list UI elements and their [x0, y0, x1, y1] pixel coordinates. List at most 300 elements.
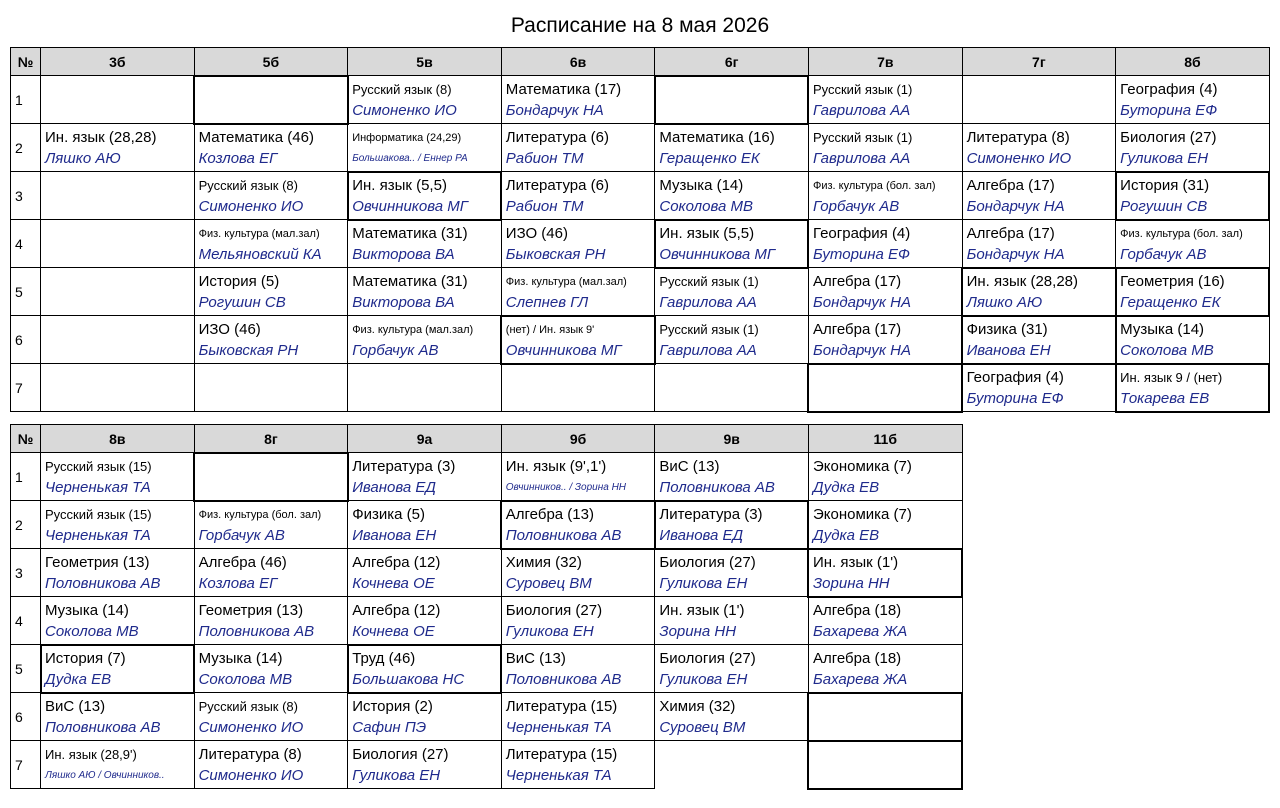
lesson-cell [808, 645, 962, 693]
subject-label: Химия (32) [505, 554, 582, 571]
teacher-label: Буторина ЕФ [1120, 102, 1218, 119]
lesson-cell [655, 268, 809, 316]
subject-label: Литература (8) [198, 746, 302, 763]
lesson-number: 3 [11, 172, 41, 220]
lesson-cell [348, 220, 502, 268]
teacher-label: Зорина НН [659, 623, 737, 640]
lesson-cell [41, 124, 195, 172]
lesson-cell [348, 76, 502, 124]
lesson-cell [41, 597, 195, 645]
subject-label: Химия (32) [659, 698, 736, 715]
header-num: № [11, 425, 41, 453]
lesson-row [11, 124, 1270, 172]
lesson-cell [655, 501, 809, 549]
lesson-row [11, 172, 1270, 220]
teacher-label: Соколова МВ [45, 623, 139, 640]
teacher-label: Половникова АВ [45, 575, 161, 592]
subject-label: Русский язык (1) [812, 130, 913, 145]
teacher-label: Гуликова ЕН [352, 767, 441, 784]
lesson-cell [348, 316, 502, 364]
class-header: 9в [655, 425, 809, 453]
teacher-label: Токарева ЕВ [1120, 390, 1210, 407]
lesson-cell [655, 453, 809, 501]
teacher-label: Рогушин СВ [1120, 198, 1208, 215]
teacher-label [813, 698, 958, 701]
teacher-label: Быковская РН [198, 342, 299, 359]
class-header: 9б [501, 425, 655, 453]
subject-label: Русский язык (1) [659, 322, 759, 337]
teacher-label: Рабион ТМ [505, 150, 584, 167]
class-header: 9а [348, 425, 502, 453]
teacher-label: Гуликова ЕН [1120, 150, 1209, 167]
teacher-label: Зорина НН [812, 575, 890, 592]
lesson-row [11, 645, 963, 693]
subject-label: Биология (27) [659, 650, 756, 667]
subject-label: Физ. культура (бол. зал) [1120, 228, 1243, 240]
subject-label: Русский язык (15) [45, 459, 152, 474]
lesson-row [11, 741, 963, 789]
teacher-label: Половникова АВ [505, 671, 622, 688]
teacher-label: Иванова ЕД [659, 527, 744, 544]
lesson-cell [655, 316, 809, 364]
teacher-label: Геращенко ЕК [659, 150, 760, 167]
subject-label: География (4) [1120, 81, 1218, 98]
teacher-label [45, 273, 190, 276]
class-header: 11б [808, 425, 962, 453]
subject-label: Ин. язык (28,28) [45, 129, 157, 146]
class-header: 6в [501, 48, 655, 76]
lesson-cell [348, 124, 502, 172]
teacher-label [45, 177, 190, 180]
subject-label: ВиС (13) [505, 650, 566, 667]
lesson-cell [1116, 220, 1270, 268]
teacher-label [199, 369, 344, 372]
lesson-cell [348, 549, 502, 597]
subject-label: Алгебра (13) [505, 506, 594, 523]
subject-label: Русский язык (1) [812, 82, 913, 97]
teacher-label: Бахарева ЖА [812, 671, 908, 688]
subject-label: Алгебра (17) [812, 273, 902, 290]
subject-label: Математика (31) [352, 225, 468, 242]
subject-label: Алгебра (12) [352, 554, 441, 571]
lesson-cell [1116, 172, 1270, 220]
lesson-cell [348, 453, 502, 501]
lesson-cell [655, 693, 809, 741]
lesson-cell [655, 549, 809, 597]
subject-label: Музыка (14) [45, 602, 129, 619]
teacher-label [659, 369, 804, 372]
teacher-label [45, 321, 190, 324]
subject-label: Биология (27) [352, 746, 449, 763]
lesson-cell [41, 549, 195, 597]
lesson-cell [194, 645, 348, 693]
class-header: 6г [655, 48, 809, 76]
lesson-cell [655, 220, 809, 268]
lesson-cell [1116, 124, 1270, 172]
subject-label: Физика (5) [352, 506, 425, 523]
teacher-label: Ляшко АЮ / Овчинников.. [45, 770, 165, 781]
lesson-cell [962, 76, 1116, 124]
teacher-label: Слепнев ГЛ [505, 294, 589, 311]
lesson-cell [41, 741, 195, 789]
teacher-label: Бондарчук НА [812, 294, 911, 311]
subject-label: Литература (8) [966, 129, 1070, 146]
teacher-label: Гаврилова АА [659, 342, 757, 359]
lesson-cell [962, 268, 1116, 316]
lesson-row [11, 220, 1270, 268]
lesson-cell [41, 76, 195, 124]
lesson-cell [41, 172, 195, 220]
teacher-label [45, 225, 190, 228]
subject-label: Математика (16) [659, 129, 775, 146]
subject-label: Музыка (14) [659, 177, 744, 194]
lesson-cell [194, 316, 348, 364]
lesson-cell [808, 549, 962, 597]
lesson-row [11, 268, 1270, 316]
lesson-cell [808, 316, 962, 364]
subject-label: История (7) [45, 650, 126, 667]
subject-label: Ин. язык (9',1') [505, 458, 607, 475]
teacher-label [967, 81, 1112, 84]
lesson-cell [655, 364, 809, 412]
teacher-label: Симоненко ИО [198, 198, 304, 215]
teacher-label: Иванова ЕН [352, 527, 437, 544]
subject-label: Геометрия (13) [198, 602, 304, 619]
lesson-cell [194, 693, 348, 741]
subject-label: Алгебра (17) [966, 225, 1055, 242]
lesson-cell [962, 316, 1116, 364]
subject-label: Алгебра (46) [198, 554, 287, 571]
teacher-label: Половникова АВ [198, 623, 315, 640]
page-title: Расписание на 8 мая 2026 [510, 14, 770, 37]
teacher-label: Дудка ЕВ [45, 671, 112, 688]
teacher-label: Большакова НС [352, 671, 465, 688]
teacher-label: Ляшко АЮ [966, 294, 1043, 311]
teacher-label: Рабион ТМ [505, 198, 584, 215]
class-header: 5в [348, 48, 502, 76]
lesson-row [11, 316, 1270, 364]
teacher-label [199, 81, 344, 84]
lesson-row [11, 453, 963, 501]
lesson-row [11, 501, 963, 549]
teacher-label [659, 81, 804, 84]
lesson-cell [348, 364, 502, 412]
lesson-cell [962, 364, 1116, 412]
subject-label: (нет) / Ин. язык 9' [505, 324, 595, 336]
lesson-number: 4 [11, 220, 41, 268]
lesson-row [11, 364, 1270, 412]
subject-label: ИЗО (46) [198, 321, 261, 338]
teacher-label: Горбачук АВ [812, 198, 900, 215]
teacher-label: Ляшко АЮ [45, 150, 121, 167]
subject-label: ВиС (13) [659, 458, 720, 475]
class-header: 8б [1116, 48, 1270, 76]
teacher-label: Гуликова ЕН [505, 623, 594, 640]
class-header: 3б [41, 48, 195, 76]
lesson-cell [655, 645, 809, 693]
subject-label: Ин. язык (5,5) [352, 177, 447, 194]
lesson-cell [1116, 316, 1270, 364]
subject-label: Труд (46) [352, 650, 416, 667]
subject-label: Литература (3) [659, 506, 763, 523]
lesson-cell [655, 172, 809, 220]
subject-label: Физ. культура (мал.зал) [352, 324, 474, 336]
teacher-label: Черненькая ТА [505, 719, 612, 736]
subject-label: Алгебра (17) [966, 177, 1055, 194]
teacher-label: Соколова МВ [198, 671, 293, 688]
lesson-number: 6 [11, 316, 41, 364]
teacher-label: Рогушин СВ [198, 294, 286, 311]
schedule-table-bottom [10, 424, 963, 789]
lesson-cell [808, 693, 962, 741]
teacher-label: Бондарчук НА [966, 246, 1065, 263]
teacher-label: Викторова ВА [352, 246, 455, 263]
lesson-number: 5 [11, 645, 41, 693]
lesson-row [11, 76, 1270, 124]
lesson-cell [41, 501, 195, 549]
lesson-cell [501, 124, 655, 172]
class-header: 8в [41, 425, 195, 453]
subject-label: Экономика (7) [812, 506, 912, 523]
lesson-cell [962, 124, 1116, 172]
subject-label: География (4) [966, 369, 1064, 386]
subject-label: Биология (27) [1120, 129, 1217, 146]
subject-label: Литература (6) [505, 129, 609, 146]
lesson-row [11, 597, 963, 645]
lesson-cell [41, 693, 195, 741]
subject-label: Литература (3) [352, 458, 456, 475]
teacher-label: Сафин ПЭ [352, 719, 427, 736]
class-header: 7в [808, 48, 962, 76]
lesson-cell [808, 268, 962, 316]
teacher-label: Соколова МВ [659, 198, 753, 215]
teacher-label: Черненькая ТА [505, 767, 612, 784]
lesson-cell [348, 501, 502, 549]
teacher-label: Козлова ЕГ [198, 150, 278, 167]
teacher-label: Дудка ЕВ [812, 479, 880, 496]
teacher-label: Буторина ЕФ [812, 246, 910, 263]
subject-label: Алгебра (12) [352, 602, 441, 619]
teacher-label: Кочнева ОЕ [352, 575, 435, 592]
lesson-row [11, 693, 963, 741]
teacher-label: Кочнева ОЕ [352, 623, 435, 640]
header-num: № [11, 48, 41, 76]
subject-label: Литература (15) [505, 698, 618, 715]
subject-label: История (5) [198, 273, 280, 290]
lesson-cell [41, 453, 195, 501]
teacher-label: Овчинникова МГ [352, 198, 468, 215]
lesson-cell [194, 453, 348, 501]
teacher-label: Быковская РН [505, 246, 606, 263]
subject-label: Литература (6) [505, 177, 609, 194]
subject-label: География (4) [812, 225, 911, 242]
teacher-label [352, 369, 497, 372]
teacher-label: Симоненко ИО [966, 150, 1072, 167]
lesson-cell [41, 316, 195, 364]
teacher-label [813, 369, 958, 372]
teacher-label [45, 369, 190, 372]
lesson-cell [501, 693, 655, 741]
teacher-label: Горбачук АВ [1120, 246, 1207, 263]
teacher-label: Викторова ВА [352, 294, 455, 311]
subject-label: Ин. язык (1') [659, 602, 745, 619]
lesson-cell [501, 453, 655, 501]
lesson-number: 1 [11, 76, 41, 124]
teacher-label: Овчинникова МГ [505, 342, 622, 359]
lesson-cell [501, 76, 655, 124]
teacher-label: Суровец ВМ [659, 719, 746, 736]
lesson-cell [1116, 76, 1270, 124]
subject-label: Русский язык (8) [198, 178, 298, 193]
subject-label: ИЗО (46) [505, 225, 568, 242]
lesson-cell [194, 76, 348, 124]
subject-label: Ин. язык 9 / (нет) [1120, 370, 1223, 385]
lesson-cell [194, 268, 348, 316]
lesson-cell [501, 549, 655, 597]
subject-label: Алгебра (18) [812, 602, 902, 619]
schedule-table-top [10, 47, 1270, 412]
subject-label: Математика (31) [352, 273, 468, 290]
teacher-label: Козлова ЕГ [198, 575, 278, 592]
teacher-label: Симоненко ИО [198, 767, 304, 784]
lesson-cell [194, 124, 348, 172]
subject-label: Русский язык (8) [352, 82, 452, 97]
lesson-cell [41, 364, 195, 412]
lesson-number: 2 [11, 124, 41, 172]
subject-label: Алгебра (17) [812, 321, 902, 338]
lesson-number: 6 [11, 693, 41, 741]
lesson-number: 4 [11, 597, 41, 645]
teacher-label: Геращенко ЕК [1120, 294, 1221, 311]
teacher-label: Овчинникова МГ [659, 246, 776, 263]
lesson-cell [962, 220, 1116, 268]
lesson-cell [348, 645, 502, 693]
teacher-label [506, 369, 651, 372]
subject-label: Ин. язык (1') [812, 554, 899, 571]
teacher-label: Мельяновский КА [198, 246, 322, 263]
lesson-cell [501, 220, 655, 268]
lesson-cell [194, 364, 348, 412]
lesson-number: 1 [11, 453, 41, 501]
subject-label: Русский язык (8) [198, 699, 298, 714]
teacher-label: Гаврилова АА [812, 150, 911, 167]
lesson-cell [194, 501, 348, 549]
teacher-label: Иванова ЕН [966, 342, 1051, 359]
teacher-label: Черненькая ТА [45, 527, 151, 544]
lesson-number: 3 [11, 549, 41, 597]
subject-label: Математика (17) [505, 81, 622, 98]
lesson-cell [501, 316, 655, 364]
subject-label: Математика (46) [198, 129, 314, 146]
lesson-cell [501, 172, 655, 220]
teacher-label [659, 746, 804, 749]
subject-label: Информатика (24,29) [352, 132, 462, 144]
lesson-cell [655, 76, 809, 124]
lesson-cell [348, 597, 502, 645]
subject-label: Физ. культура (мал.зал) [505, 276, 627, 288]
teacher-label [813, 746, 958, 749]
lesson-row [11, 549, 963, 597]
teacher-label: Суровец ВМ [505, 575, 592, 592]
teacher-label: Симоненко ИО [352, 102, 457, 119]
teacher-label [199, 458, 344, 461]
lesson-cell [194, 549, 348, 597]
subject-label: Биология (27) [659, 554, 756, 571]
subject-label: Физ. культура (бол. зал) [198, 509, 322, 521]
lesson-cell [808, 76, 962, 124]
lesson-number: 2 [11, 501, 41, 549]
subject-label: Алгебра (18) [812, 650, 902, 667]
subject-label: Русский язык (1) [659, 274, 759, 289]
subject-label: Физ. культура (бол. зал) [812, 180, 936, 192]
lesson-cell [501, 364, 655, 412]
teacher-label: Овчинников.. / Зорина НН [505, 482, 627, 493]
subject-label: История (2) [352, 698, 433, 715]
lesson-cell [808, 501, 962, 549]
teacher-label: Иванова ЕД [352, 479, 436, 496]
lesson-cell [501, 645, 655, 693]
lesson-cell [501, 501, 655, 549]
lesson-cell [501, 268, 655, 316]
lesson-cell [1116, 364, 1270, 412]
lesson-number: 7 [11, 364, 41, 412]
lesson-cell [41, 220, 195, 268]
teacher-label: Соколова МВ [1120, 342, 1214, 359]
lesson-cell [348, 741, 502, 789]
lesson-cell [348, 172, 502, 220]
lesson-cell [808, 597, 962, 645]
subject-label: Геометрия (13) [45, 554, 150, 571]
teacher-label: Гаврилова АА [812, 102, 911, 119]
lesson-number: 5 [11, 268, 41, 316]
class-header: 5б [194, 48, 348, 76]
teacher-label: Буторина ЕФ [966, 390, 1064, 407]
lesson-cell [501, 597, 655, 645]
subject-label: Русский язык (15) [45, 507, 152, 522]
teacher-label: Черненькая ТА [45, 479, 151, 496]
subject-label: Ин. язык (28,28) [966, 273, 1079, 290]
lesson-number: 7 [11, 741, 41, 789]
teacher-label: Симоненко ИО [198, 719, 304, 736]
subject-label: Литература (15) [505, 746, 618, 763]
class-header: 8г [194, 425, 348, 453]
teacher-label: Гаврилова АА [659, 294, 757, 311]
lesson-cell [808, 172, 962, 220]
lesson-cell [808, 220, 962, 268]
teacher-label: Гуликова ЕН [659, 671, 748, 688]
lesson-cell [808, 741, 962, 789]
teacher-label: Горбачук АВ [352, 342, 439, 359]
subject-label: Музыка (14) [198, 650, 283, 667]
subject-label: Биология (27) [505, 602, 603, 619]
subject-label: ВиС (13) [45, 698, 106, 715]
teacher-label: Горбачук АВ [198, 527, 285, 544]
teacher-label: Гуликова ЕН [659, 575, 748, 592]
subject-label: Ин. язык (28,9') [45, 747, 137, 762]
subject-label: Экономика (7) [812, 458, 912, 475]
lesson-cell [41, 268, 195, 316]
subject-label: История (31) [1120, 177, 1210, 194]
teacher-label: Большакова.. / Еннер РА [352, 153, 468, 164]
lesson-cell [962, 172, 1116, 220]
subject-label: Физика (31) [966, 321, 1048, 338]
subject-label: Геометрия (16) [1120, 273, 1225, 290]
lesson-cell [194, 597, 348, 645]
lesson-cell [808, 124, 962, 172]
lesson-cell [194, 741, 348, 789]
lesson-cell [194, 220, 348, 268]
teacher-label: Половникова АВ [659, 479, 775, 496]
